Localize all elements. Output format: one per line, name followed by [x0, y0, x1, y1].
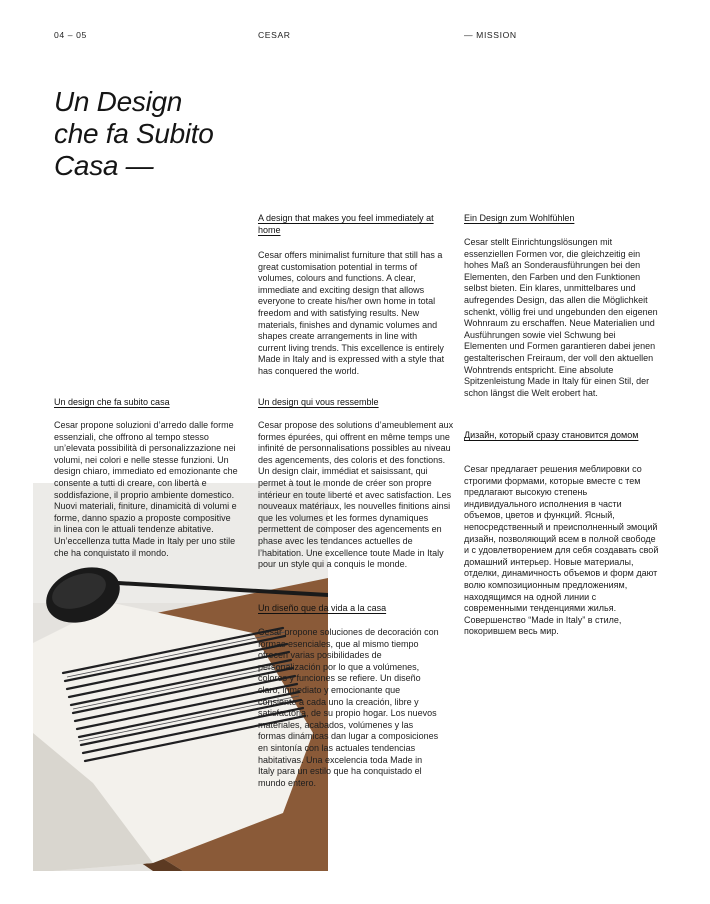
heading-italian: Un design che fa subito casa — [54, 397, 170, 407]
text-french: Cesar propose des solutions d’ameublement aux formes épurées, qui offrent en même temps une infinité de personnalisations possibles au niveau des agencements, des coloris et des fonctions. Un design clair, immédiat et saisissant, qui permet à tout le monde de créer son propre intérieur en toute liberté et avec satisfaction. Les nouveaux matériaux, les nouvelles finitions ainsi que les volumes et les formes dynamiques permettent de composer des agencements en phase avec les tendances actuelles de l’habitation. Une excellence toute Made in Italy pour un style qui a conquis le monde. — [258, 420, 454, 570]
heading-german: Ein Design zum Wohlfühlen — [464, 213, 575, 223]
heading-spanish: Un diseño que da vida a la casa — [258, 603, 387, 613]
heading-english: A design that makes you feel immediately at home — [258, 213, 434, 235]
page-numbers: 04 – 05 — [54, 30, 87, 40]
brand-label: CESAR — [258, 30, 291, 40]
page-title — [54, 86, 254, 182]
text-english: Cesar offers minimalist furniture that still has a great customisation potential in terms of volumes, colours and functions. A clear, immediate and exciting design that allows everyone to create his/her own home in total freedom and with satisfying results. New materials, finishes and dynamic volumes and shapes create arrangements in line with current living trends. This excellence is entirely Made in Italy and is expressed with a style that has conquered the world. — [258, 250, 445, 376]
heading-russian: Дизайн, который сразу становится домом — [464, 430, 639, 440]
text-italian: Cesar propone soluzioni d’arredo dalle forme essenziali, che offrono al tempo stesso un’elevata possibilità di personalizzazione nei volumi, nei colori e nelle stesse funzioni. Un design chiaro, immediato ed emozionante che consente a tutti di creare, con libertà e soddisfazione, il proprio ambiente domestico. Nuovi materiali, finiture, dinamicità di volumi e forme, danno spazio a proposte compositive in linea con le attuali tendenze abitative. Un’eccellenza tutta Made in Italy per uno stile che ha conquistato il mondo. — [54, 420, 238, 558]
text-russian: Cesar предлагает решения меблировки со строгими формами, которые вместе с тем предлагают высокую степень индивидуального исполнения в части объемов, цветов и функций. Ясный, непосредственный и преисполненный эмоций дизайн, позволяющий всем в полной свободе и с удовлетворением для себя создавать свой домашний интерьер. Новые материалы, отделки, динамичность объемов и форм дают волю композиционным предложениям, находящимся на одной линии с современными тенденциями жилья. Совершенство “Made in Italy” в стиле, покорившем весь мир. — [464, 464, 659, 637]
heading-french: Un design qui vous ressemble — [258, 397, 379, 407]
text-spanish: Cesar propone soluciones de decoración con formas esenciales, que al mismo tiempo ofrecen varias posibilidades de personalización por lo que a volúmenes, colores y funciones se refiere. Un diseño claro, inmediato y emocionante que consiente a cada uno la creación, libre y satisfactoria, de su propio hogar. Los nuevos materiales, acabados, volúmenes y las formas dinámicas dan lugar a composiciones en sintonía con las actuales tendencias habitativas. Una excelencia toda Made in Italy para un estilo que ha conquistado el mundo entero. — [258, 627, 439, 788]
title-line-2: che fa Subito — [54, 118, 214, 149]
section-label: — MISSION — [464, 30, 517, 40]
title-line-1: Un Design — [54, 86, 183, 117]
title-line-3: Casa — — [54, 150, 154, 181]
text-german: Cesar stellt Einrichtungslösungen mit essenziellen Formen vor, die gleichzeitig ein hohes Maß an Sonderausführungen bei den Elementen, den Farben und den Funktionen selbst bieten. Ein klares, unmittelbares und aufregendes Design, das allen die Möglichkeit schenkt, völlig frei und ungebunden den eigenen Wohnraum zu erschaffen. Neue Materialien und Ausführungen sowie viel Schwung bei Elementen und Formen garantieren dabei jenen gestalterischen Freiraum, der voll den aktuellen Wohntrends entspricht. Eine absolute Spitzenleistung Made in Italy für einen Stil, der schon längst die Welt erobert hat. — [464, 237, 658, 398]
